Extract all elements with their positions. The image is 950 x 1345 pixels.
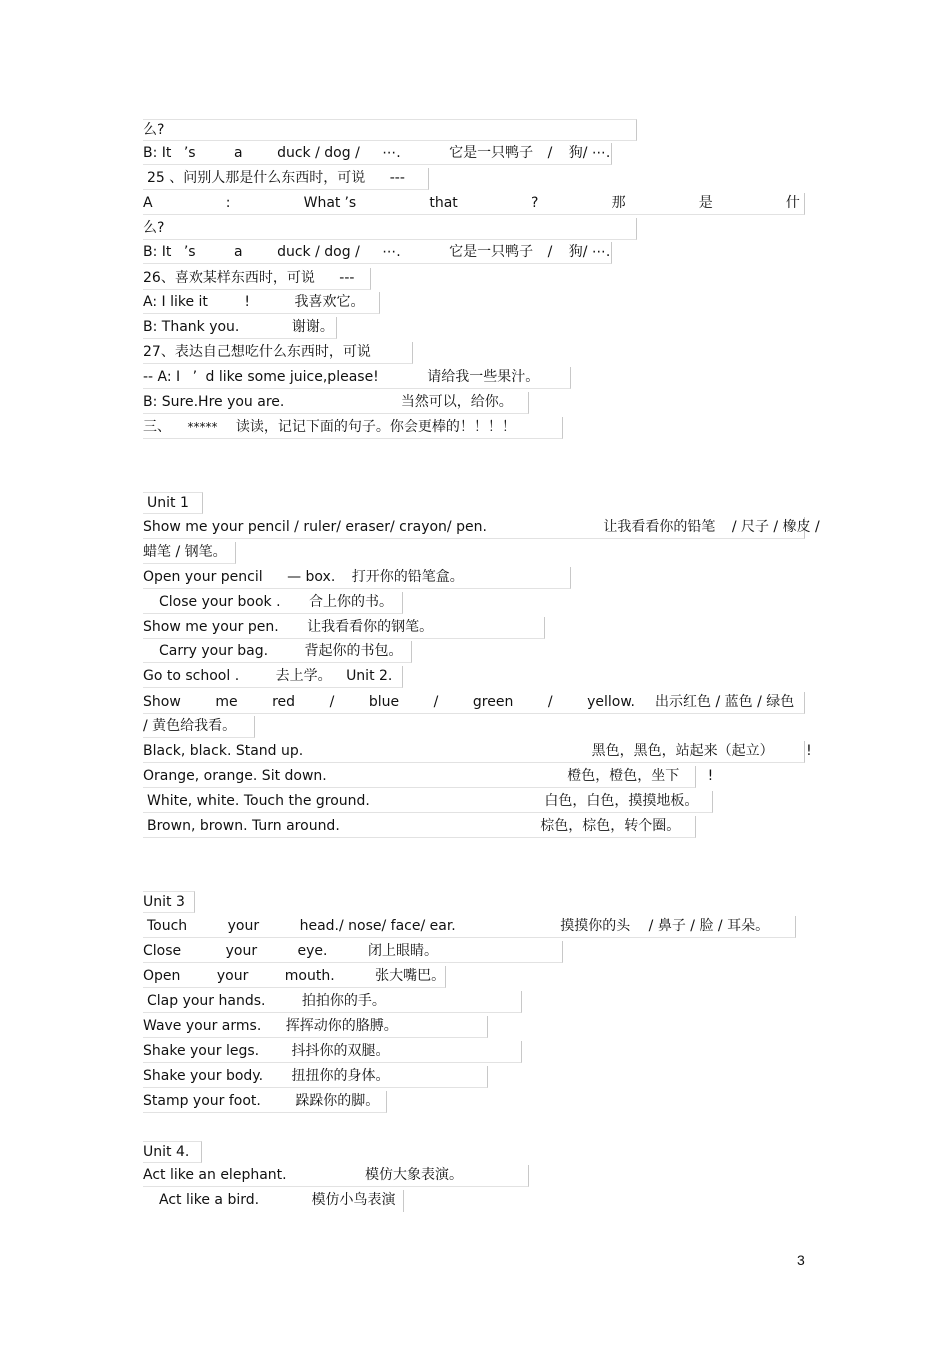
line-text: yellow. [587,694,635,710]
line-text: Orange, orange. Sit down. [143,768,327,784]
text-line [143,1016,488,1038]
text-line [143,941,563,963]
text-line [143,1165,529,1187]
line-text: What [303,195,341,211]
line-text: your [225,943,258,959]
text-line [143,816,696,838]
line-text: : [225,195,231,211]
line-text: Open your pencil [143,569,263,585]
line-text: Open [143,968,181,984]
line-text: a [234,244,243,260]
line-text: Show me your pen. [143,619,279,635]
line-text: me [215,694,238,710]
line-text: your [227,918,260,934]
line-text: 挥挥动你的胳膊。 [285,1018,398,1034]
line-text: White, white. Touch the ground. [147,793,370,809]
line-text: -- A: I [143,369,181,385]
line-text: B: It [143,145,172,161]
line-text: Shake your body. [143,1068,264,1084]
line-text: A: I like it [143,294,208,310]
line-text: 抖抖你的双腿。 [291,1043,390,1059]
line-text: mouth. [284,968,335,984]
text-line [143,1041,522,1063]
text-line [143,916,796,938]
text-line [143,641,412,663]
line-text: blue [368,694,400,710]
line-text: ⋯. [382,145,401,161]
line-text: 打开你的铅笔盒。 [351,569,464,585]
line-text: eye. [297,943,328,959]
text-line [143,991,522,1013]
line-text: 谢谢。 [291,319,334,335]
line-text: / [547,244,553,260]
line-text: 25 、问别人那是什么东西时，可说 [147,170,366,186]
text-line [143,741,812,763]
line-text: a [234,145,243,161]
line-text: ’s [344,195,357,211]
line-text: d like some juice,please! [205,369,379,385]
text-line [143,1190,404,1212]
line-text: 26、喜欢某样东西时，可说 [143,270,315,286]
line-text: --- [339,270,355,286]
line-text: Clap your hands. [147,993,266,1009]
line-text: 三、 [143,419,171,435]
line-text: 扭扭你的身体。 [291,1068,390,1084]
text-line [143,617,545,639]
line-text: Show me your pencil / ruler/ eraser/ crayon/ pen. [143,519,487,535]
line-text: 张大嘴巴。 [375,968,446,984]
line-text: / 鼻子 / 脸 / 耳朵。 [648,918,770,934]
line-text: 模仿大象表演。 [365,1167,464,1183]
line-text: 当然可以，给你。 [400,394,513,410]
text-line [143,766,714,788]
line-text: 狗/ ⋯. [568,244,611,260]
line-text: red [272,694,296,710]
line-text: Stamp your foot. [143,1093,261,1109]
text-line [143,517,820,539]
line-text: Unit 1 [147,495,189,511]
text-line [143,966,446,988]
line-text: Wave your arms. [143,1018,262,1034]
text-line [143,592,403,614]
line-text: Unit 3 [143,894,185,910]
line-text: head./ nose/ face/ ear. [299,918,456,934]
line-text: 狗/ ⋯. [568,145,611,161]
line-text: 请给我一些果汁。 [427,369,540,385]
text-line [143,367,571,389]
line-text: Close [143,943,182,959]
line-text: duck / dog / [277,244,360,260]
line-text: ? [530,195,539,211]
unit-heading: Unit 2. [346,668,393,684]
line-text [304,193,357,214]
line-text: ! [806,743,812,759]
line-text: 拍拍你的手。 [301,993,386,1009]
line-text: Act like a bird. [159,1192,260,1208]
text-line [143,119,637,141]
line-text: / 尺子 / 橡皮 / [731,519,820,535]
page-number: 3 [797,1252,805,1268]
line-text: 让我看看你的钢笔。 [307,619,434,635]
line-text: Unit 4. [143,1144,190,1160]
line-text: B: It [143,244,172,260]
text-line [143,666,403,688]
line-text: 出示红色 / 蓝色 / 绿色 [655,694,795,710]
line-text: ’s [183,244,196,260]
line-text: — box. [287,569,336,585]
line-text: Black, black. Stand up. [143,743,304,759]
text-line [143,1091,387,1113]
line-text: 是 [698,195,713,211]
line-text: 白色，白色，摸摸地板。 [544,793,699,809]
text-line [143,317,337,339]
line-text: 去上学。 [275,668,332,684]
line-text: 蜡笔 / 钢笔。 [143,544,227,560]
line-text: / [329,694,335,710]
text-line [143,1066,488,1088]
line-text: Carry your bag. [159,643,269,659]
text-line [143,168,429,190]
line-text: 棕色，棕色，转个圈。 [540,818,681,834]
line-text: Go to school . [143,668,240,684]
text-line [143,542,236,564]
line-text: ’ [192,369,198,385]
line-text: ! [244,294,250,310]
line-text: / [547,694,553,710]
line-text: Shake your legs. [143,1043,260,1059]
line-text: Touch [147,918,188,934]
line-text: --- [389,170,405,186]
line-text: your [216,968,249,984]
line-text: 摸摸你的头 [560,918,631,934]
text-line [143,567,571,589]
line-text: duck / dog / [277,145,360,161]
line-text: 读读，记记下面的句子。你会更棒的！！！！ [235,419,516,435]
text-line [143,218,637,240]
line-text: Show [143,694,181,710]
line-text: ! [707,768,714,784]
unit-heading [143,492,203,514]
line-text: 么? [143,122,165,138]
text-line [143,342,413,364]
text-line [143,143,612,165]
unit-heading [143,1141,202,1163]
line-text: 合上你的书。 [309,594,393,610]
line-text: 橙色，橙色，坐下 [567,768,680,784]
line-text: ***** [187,420,218,434]
line-text: 黑色，黑色，站起来（起立） [591,743,774,759]
text-line [143,716,255,738]
line-text: 背起你的书包。 [304,643,403,659]
line-text: 么? [143,220,165,236]
text-line [143,392,529,414]
line-text: that [429,195,458,211]
line-text: 让我看看你的铅笔 [603,519,716,535]
line-text: 模仿小鸟表演 [311,1192,396,1208]
line-text: 什 [785,195,800,211]
line-text: / [433,694,439,710]
line-text: Close your book . [159,594,281,610]
line-text: 它是一只鸭子 [449,244,534,260]
line-text: 闭上眼睛。 [367,943,438,959]
color-word-row [143,692,635,713]
section-heading [143,417,563,439]
line-text: ’s [183,145,196,161]
line-text: ⋯. [382,244,401,260]
line-text: 跺跺你的脚。 [295,1093,380,1109]
text-line [143,692,805,714]
unit-heading [143,891,195,913]
text-line [143,193,805,215]
line-text: A [143,195,153,211]
line-text: / 黄色给我看。 [143,718,237,734]
text-line [143,791,713,813]
line-text: Act like an elephant. [143,1167,287,1183]
line-text: green [472,694,514,710]
line-text: B: Sure.Hre you are. [143,394,285,410]
text-line [143,242,612,264]
line-text: 那 [611,195,626,211]
line-text: / [547,145,553,161]
line-text: Brown, brown. Turn around. [147,818,340,834]
line-text: 27、表达自己想吃什么东西时，可说 [143,344,371,360]
line-text: 我喜欢它。 [294,294,365,310]
line-text: B: Thank you. [143,319,240,335]
line-text: 它是一只鸭子 [449,145,534,161]
text-line [143,268,371,290]
text-line [143,292,380,314]
